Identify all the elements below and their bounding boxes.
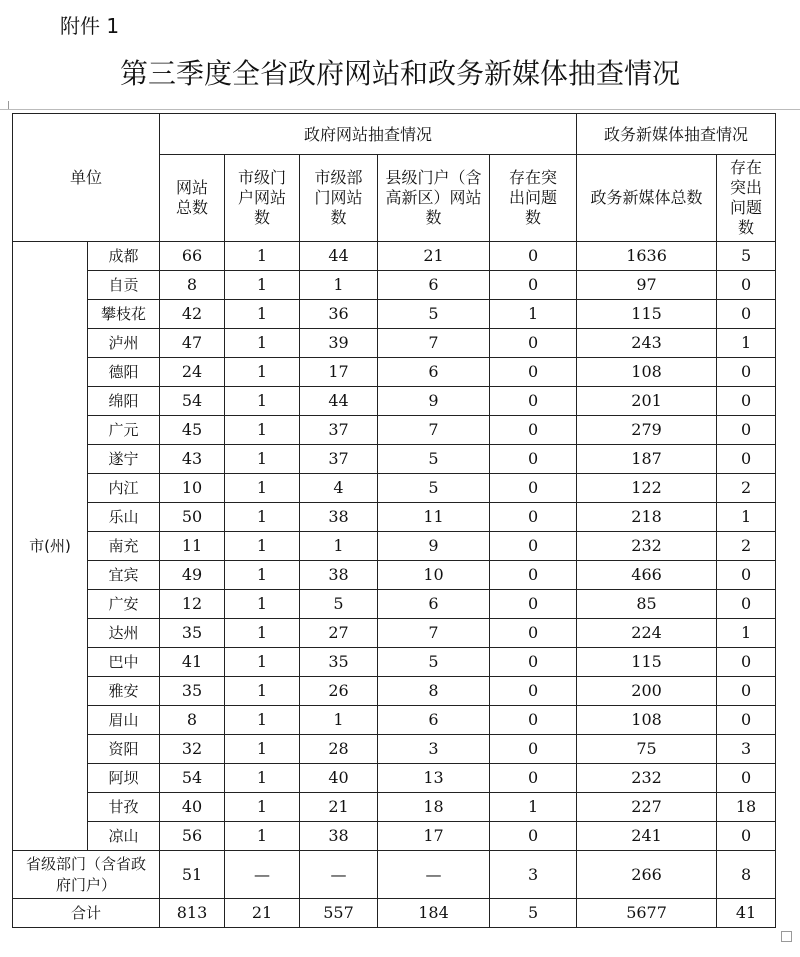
table-cell: 44 <box>300 242 378 271</box>
table-cell: 8 <box>378 677 490 706</box>
table-cell: 37 <box>300 445 378 474</box>
corner-mark <box>781 931 792 942</box>
table-cell: 0 <box>490 242 577 271</box>
table-cell: 1 <box>490 300 577 329</box>
table-cell: 0 <box>490 474 577 503</box>
table-cell: 1 <box>225 561 300 590</box>
table-cell: 0 <box>717 822 776 851</box>
table-cell: 41 <box>160 648 225 677</box>
table-cell: 7 <box>378 416 490 445</box>
table-cell: 32 <box>160 735 225 764</box>
table-row <box>13 561 776 590</box>
table-cell: 13 <box>378 764 490 793</box>
table-cell: 1 <box>225 793 300 822</box>
table-cell: 0 <box>490 329 577 358</box>
page-top-rule <box>0 109 800 110</box>
table-cell: 56 <box>160 822 225 851</box>
city-name: 成都 <box>88 242 160 271</box>
city-name: 广元 <box>88 416 160 445</box>
table-cell: 1 <box>225 387 300 416</box>
city-name: 凉山 <box>88 822 160 851</box>
table-row <box>13 619 776 648</box>
col-header-media-issues: 存在突出问题数 <box>717 155 776 242</box>
table-cell: 3 <box>717 735 776 764</box>
table-cell: 1 <box>225 474 300 503</box>
table-cell: 17 <box>378 822 490 851</box>
table-cell: 85 <box>577 590 717 619</box>
table-cell: 0 <box>717 764 776 793</box>
table-cell: 2 <box>717 474 776 503</box>
table-cell: 1 <box>225 445 300 474</box>
table-row <box>13 822 776 851</box>
table-cell: 108 <box>577 358 717 387</box>
table-cell: 0 <box>490 445 577 474</box>
city-name: 雅安 <box>88 677 160 706</box>
table-row <box>13 358 776 387</box>
table-row <box>13 474 776 503</box>
table-cell: 5 <box>490 899 577 928</box>
table-cell: 0 <box>717 358 776 387</box>
table-row <box>13 735 776 764</box>
table-cell: 200 <box>577 677 717 706</box>
table-cell: 50 <box>160 503 225 532</box>
inspection-table <box>12 113 776 928</box>
table-cell: 1 <box>300 532 378 561</box>
table-cell: 11 <box>378 503 490 532</box>
table-cell: 6 <box>378 706 490 735</box>
table-row <box>13 793 776 822</box>
table-cell: 9 <box>378 387 490 416</box>
table-cell: 201 <box>577 387 717 416</box>
table-cell: 5 <box>378 445 490 474</box>
table-cell: 1 <box>717 619 776 648</box>
table-cell: 813 <box>160 899 225 928</box>
table-cell: 0 <box>490 677 577 706</box>
table-cell: 0 <box>717 416 776 445</box>
city-name: 绵阳 <box>88 387 160 416</box>
table-cell: 1 <box>225 329 300 358</box>
city-name: 南充 <box>88 532 160 561</box>
city-name: 巴中 <box>88 648 160 677</box>
table-cell: 232 <box>577 764 717 793</box>
table-cell: 184 <box>378 899 490 928</box>
table-cell: 1 <box>225 619 300 648</box>
table-cell: 5677 <box>577 899 717 928</box>
table-cell: 1 <box>225 416 300 445</box>
table-cell: 115 <box>577 648 717 677</box>
table-cell: 21 <box>378 242 490 271</box>
table-cell: 0 <box>490 822 577 851</box>
table-cell: 6 <box>378 358 490 387</box>
table-cell: 1 <box>717 503 776 532</box>
col-header-media-total: 政务新媒体总数 <box>577 155 717 242</box>
table-cell: 0 <box>717 300 776 329</box>
table-cell: 12 <box>160 590 225 619</box>
table-cell: 40 <box>160 793 225 822</box>
table-cell: 1 <box>225 590 300 619</box>
table-cell: 1 <box>225 503 300 532</box>
table-cell: 1 <box>225 735 300 764</box>
table-cell: 17 <box>300 358 378 387</box>
table-cell: 0 <box>717 706 776 735</box>
table-cell: 35 <box>300 648 378 677</box>
table-cell: 75 <box>577 735 717 764</box>
table-cell: 8 <box>160 271 225 300</box>
table-cell: 37 <box>300 416 378 445</box>
table-row <box>13 242 776 271</box>
table-row <box>13 416 776 445</box>
table-cell: 243 <box>577 329 717 358</box>
col-header-county-portal: 县级门户（含高新区）网站数 <box>378 155 490 242</box>
table-cell: 38 <box>300 503 378 532</box>
city-name: 广安 <box>88 590 160 619</box>
table-cell: 24 <box>160 358 225 387</box>
table-cell: 0 <box>490 590 577 619</box>
table-cell: 18 <box>717 793 776 822</box>
table-cell: 10 <box>160 474 225 503</box>
table-cell: 5 <box>378 648 490 677</box>
table-cell: 0 <box>717 445 776 474</box>
table-cell: 1 <box>225 648 300 677</box>
table-cell: 0 <box>717 387 776 416</box>
corner-mark <box>0 101 9 109</box>
city-name: 攀枝花 <box>88 300 160 329</box>
table-cell: 41 <box>717 899 776 928</box>
table-cell: 218 <box>577 503 717 532</box>
table-cell: 108 <box>577 706 717 735</box>
table-row <box>13 677 776 706</box>
table-cell: 1 <box>225 358 300 387</box>
table-cell: — <box>225 851 300 899</box>
table-cell: 0 <box>717 561 776 590</box>
city-name: 资阳 <box>88 735 160 764</box>
new-media-group-header: 政务新媒体抽查情况 <box>577 114 776 155</box>
table-cell: 0 <box>490 561 577 590</box>
table-cell: 1 <box>225 764 300 793</box>
city-name: 内江 <box>88 474 160 503</box>
table-cell: 10 <box>378 561 490 590</box>
table-cell: 1 <box>225 242 300 271</box>
table-cell: 1 <box>225 300 300 329</box>
table-cell: 42 <box>160 300 225 329</box>
table-cell: 54 <box>160 764 225 793</box>
table-cell: 1 <box>225 677 300 706</box>
city-name: 乐山 <box>88 503 160 532</box>
table-cell: 1 <box>225 822 300 851</box>
table-cell: 1636 <box>577 242 717 271</box>
table-cell: 0 <box>490 271 577 300</box>
table-row <box>13 387 776 416</box>
table-cell: 1 <box>225 706 300 735</box>
col-header-site-issues: 存在突出问题数 <box>490 155 577 242</box>
table-cell: 11 <box>160 532 225 561</box>
table-cell: 44 <box>300 387 378 416</box>
table-cell: 40 <box>300 764 378 793</box>
city-name: 泸州 <box>88 329 160 358</box>
table-cell: 43 <box>160 445 225 474</box>
table-cell: 0 <box>717 590 776 619</box>
col-header-total-sites: 网站总数 <box>160 155 225 242</box>
table-cell: 38 <box>300 822 378 851</box>
table-cell: 1 <box>300 706 378 735</box>
table-cell: 227 <box>577 793 717 822</box>
table-cell: 0 <box>490 764 577 793</box>
table-cell: 2 <box>717 532 776 561</box>
table-row <box>13 764 776 793</box>
page-title: 第三季度全省政府网站和政务新媒体抽查情况 <box>119 57 680 90</box>
table-cell: 36 <box>300 300 378 329</box>
table-row <box>13 532 776 561</box>
table-cell: 5 <box>378 474 490 503</box>
table-cell: 0 <box>717 677 776 706</box>
total-row <box>13 899 776 928</box>
table-cell: 45 <box>160 416 225 445</box>
city-name: 自贡 <box>88 271 160 300</box>
table-row <box>13 648 776 677</box>
table-cell: — <box>378 851 490 899</box>
table-row <box>13 706 776 735</box>
table-cell: 51 <box>160 851 225 899</box>
table-cell: 39 <box>300 329 378 358</box>
table-cell: 224 <box>577 619 717 648</box>
table-cell: 5 <box>378 300 490 329</box>
table-cell: 1 <box>225 532 300 561</box>
table-row <box>13 590 776 619</box>
table-cell: 0 <box>490 706 577 735</box>
city-name: 宜宾 <box>88 561 160 590</box>
table-cell: 7 <box>378 619 490 648</box>
total-label: 合计 <box>13 899 160 928</box>
city-name: 阿坝 <box>88 764 160 793</box>
table-row <box>13 503 776 532</box>
col-header-city-dept: 市级部门网站数 <box>300 155 378 242</box>
table-cell: 266 <box>577 851 717 899</box>
table-cell: 47 <box>160 329 225 358</box>
table-cell: 3 <box>378 735 490 764</box>
table-cell: 1 <box>490 793 577 822</box>
city-name: 德阳 <box>88 358 160 387</box>
table-cell: 3 <box>490 851 577 899</box>
unit-header: 单位 <box>13 114 160 242</box>
table-cell: 241 <box>577 822 717 851</box>
table-cell: 0 <box>490 387 577 416</box>
table-cell: 18 <box>378 793 490 822</box>
table-row <box>13 271 776 300</box>
table-cell: 1 <box>717 329 776 358</box>
table-cell: 1 <box>300 271 378 300</box>
table-cell: 557 <box>300 899 378 928</box>
table-cell: 6 <box>378 590 490 619</box>
table-cell: 0 <box>490 358 577 387</box>
table-cell: 35 <box>160 619 225 648</box>
table-cell: 1 <box>225 271 300 300</box>
table-cell: 35 <box>160 677 225 706</box>
provincial-label: 省级部门（含省政府门户） <box>13 851 160 899</box>
city-name: 遂宁 <box>88 445 160 474</box>
table-cell: 97 <box>577 271 717 300</box>
table-cell: 21 <box>300 793 378 822</box>
table-cell: 5 <box>717 242 776 271</box>
attachment-label: 附件 1 <box>60 14 120 38</box>
table-cell: 5 <box>300 590 378 619</box>
table-row <box>13 300 776 329</box>
col-header-city-portal: 市级门户网站数 <box>225 155 300 242</box>
table-cell: 0 <box>717 271 776 300</box>
table-cell: 6 <box>378 271 490 300</box>
table-cell: — <box>300 851 378 899</box>
table-cell: 28 <box>300 735 378 764</box>
table-cell: 21 <box>225 899 300 928</box>
table-cell: 66 <box>160 242 225 271</box>
table-cell: 7 <box>378 329 490 358</box>
table-cell: 122 <box>577 474 717 503</box>
table-row <box>13 329 776 358</box>
table-cell: 8 <box>160 706 225 735</box>
table-cell: 38 <box>300 561 378 590</box>
table-cell: 0 <box>490 416 577 445</box>
city-name: 眉山 <box>88 706 160 735</box>
table-cell: 0 <box>490 503 577 532</box>
table-cell: 4 <box>300 474 378 503</box>
table-cell: 8 <box>717 851 776 899</box>
city-name: 达州 <box>88 619 160 648</box>
city-name: 甘孜 <box>88 793 160 822</box>
table-cell: 9 <box>378 532 490 561</box>
table-cell: 0 <box>490 735 577 764</box>
gov-sites-group-header: 政府网站抽查情况 <box>160 114 577 155</box>
table-cell: 0 <box>490 648 577 677</box>
table-cell: 279 <box>577 416 717 445</box>
table-cell: 26 <box>300 677 378 706</box>
group-label: 市(州) <box>13 242 88 851</box>
table-cell: 0 <box>717 648 776 677</box>
table-cell: 232 <box>577 532 717 561</box>
table-cell: 27 <box>300 619 378 648</box>
table-cell: 54 <box>160 387 225 416</box>
table-cell: 0 <box>490 619 577 648</box>
table-cell: 49 <box>160 561 225 590</box>
provincial-row <box>13 851 776 899</box>
table-row <box>13 445 776 474</box>
table-cell: 0 <box>490 532 577 561</box>
table-cell: 115 <box>577 300 717 329</box>
table-cell: 466 <box>577 561 717 590</box>
table-cell: 187 <box>577 445 717 474</box>
